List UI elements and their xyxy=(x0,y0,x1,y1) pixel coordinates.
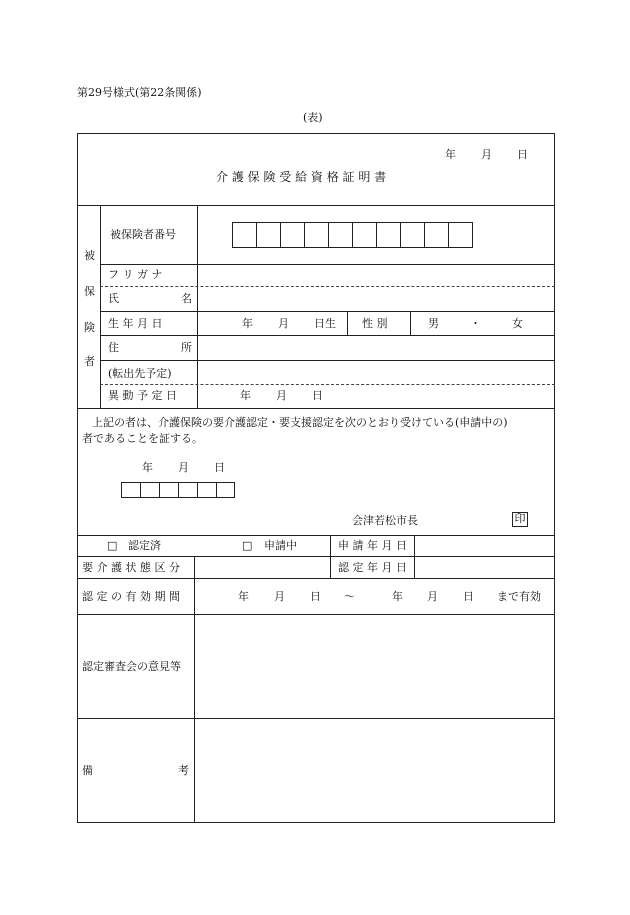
birth-day: 日生 xyxy=(314,317,336,330)
validity-label: 認 定 の 有 効 期 間 xyxy=(82,590,180,603)
document-title: 介 護 保 険 受 給 資 格 証 明 書 xyxy=(216,170,387,184)
insured-side-label-1: 被 xyxy=(84,249,95,262)
furigana-label: フ リ ガ ナ xyxy=(108,268,163,281)
planned-move-label: (転出先予定) xyxy=(108,367,172,380)
insured-number-box[interactable] xyxy=(352,222,377,248)
address-label-2: 所 xyxy=(181,341,192,354)
remarks-label-2: 考 xyxy=(178,764,189,777)
certification-text-line1: 上記の者は、介護保険の要介護認定・要支援認定を次のとおり受けている(申請中の) xyxy=(92,416,508,429)
name-label-1: 氏 xyxy=(108,292,119,305)
insured-number-box[interactable] xyxy=(256,222,281,248)
sex-label: 性 別 xyxy=(362,317,388,330)
header-month: 月 xyxy=(481,148,492,161)
birth-month: 月 xyxy=(278,317,289,330)
committee-opinion-label: 認定審査会の意見等 xyxy=(82,660,181,673)
birth-year: 年 xyxy=(242,317,253,330)
header-day: 日 xyxy=(517,148,528,161)
date-box[interactable] xyxy=(178,482,198,498)
insured-number-box[interactable] xyxy=(448,222,473,248)
validity-to-year: 年 xyxy=(392,590,403,603)
date-box[interactable] xyxy=(197,482,217,498)
date-box[interactable] xyxy=(121,482,141,498)
birth-date-label: 生 年 月 日 xyxy=(108,317,163,330)
applying-checkbox[interactable]: □ xyxy=(242,539,253,552)
insured-number-box[interactable] xyxy=(328,222,353,248)
validity-from-year: 年 xyxy=(238,590,249,603)
move-month: 月 xyxy=(276,389,287,402)
move-day: 日 xyxy=(312,389,323,402)
name-label-2: 名 xyxy=(181,292,192,305)
insured-side-label-2: 保 xyxy=(84,285,95,298)
address-label-1: 住 xyxy=(108,341,119,354)
insured-number-box[interactable] xyxy=(376,222,401,248)
sex-female[interactable]: 女 xyxy=(512,317,523,330)
insured-number-label: 被保険者番号 xyxy=(110,228,176,241)
validity-tilde: 〜 xyxy=(344,590,355,603)
date-box[interactable] xyxy=(216,482,235,498)
certified-checkbox[interactable]: □ xyxy=(107,539,118,552)
application-date-label: 申 請 年 月 日 xyxy=(338,539,407,552)
insured-side-label-4: 者 xyxy=(84,355,95,368)
certification-text-line2: 者であることを証する。 xyxy=(82,432,203,445)
issuer-name: 会津若松市長 xyxy=(352,514,418,527)
validity-suffix: まで有効 xyxy=(497,590,541,603)
insured-number-box[interactable] xyxy=(400,222,425,248)
certification-day: 日 xyxy=(214,461,225,474)
validity-to-month: 月 xyxy=(427,590,438,603)
validity-from-month: 月 xyxy=(274,590,285,603)
care-level-label: 要 介 護 状 態 区 分 xyxy=(82,561,180,574)
validity-to-day: 日 xyxy=(463,590,474,603)
applying-label: 申請中 xyxy=(264,539,297,552)
move-year: 年 xyxy=(240,389,251,402)
sex-separator: ・ xyxy=(470,317,481,330)
validity-from-day: 日 xyxy=(310,590,321,603)
certified-label: 認定済 xyxy=(128,539,161,552)
date-box[interactable] xyxy=(140,482,160,498)
sex-male[interactable]: 男 xyxy=(428,317,439,330)
front-side-label: (表) xyxy=(303,111,323,124)
insured-number-box[interactable] xyxy=(232,222,257,248)
official-seal-mark: 印 xyxy=(512,512,528,527)
certification-month: 月 xyxy=(178,461,189,474)
insured-side-label-3: 険 xyxy=(84,321,95,334)
header-year: 年 xyxy=(445,148,456,161)
insured-number-box[interactable] xyxy=(304,222,329,248)
insured-number-box[interactable] xyxy=(424,222,449,248)
remarks-label-1: 備 xyxy=(82,764,93,777)
certification-year: 年 xyxy=(142,461,153,474)
insured-number-box[interactable] xyxy=(280,222,305,248)
date-box[interactable] xyxy=(159,482,179,498)
move-date-label: 異 動 予 定 日 xyxy=(108,389,177,402)
certification-date-label: 認 定 年 月 日 xyxy=(338,561,407,574)
form-number: 第29号様式(第22条関係) xyxy=(77,86,202,99)
